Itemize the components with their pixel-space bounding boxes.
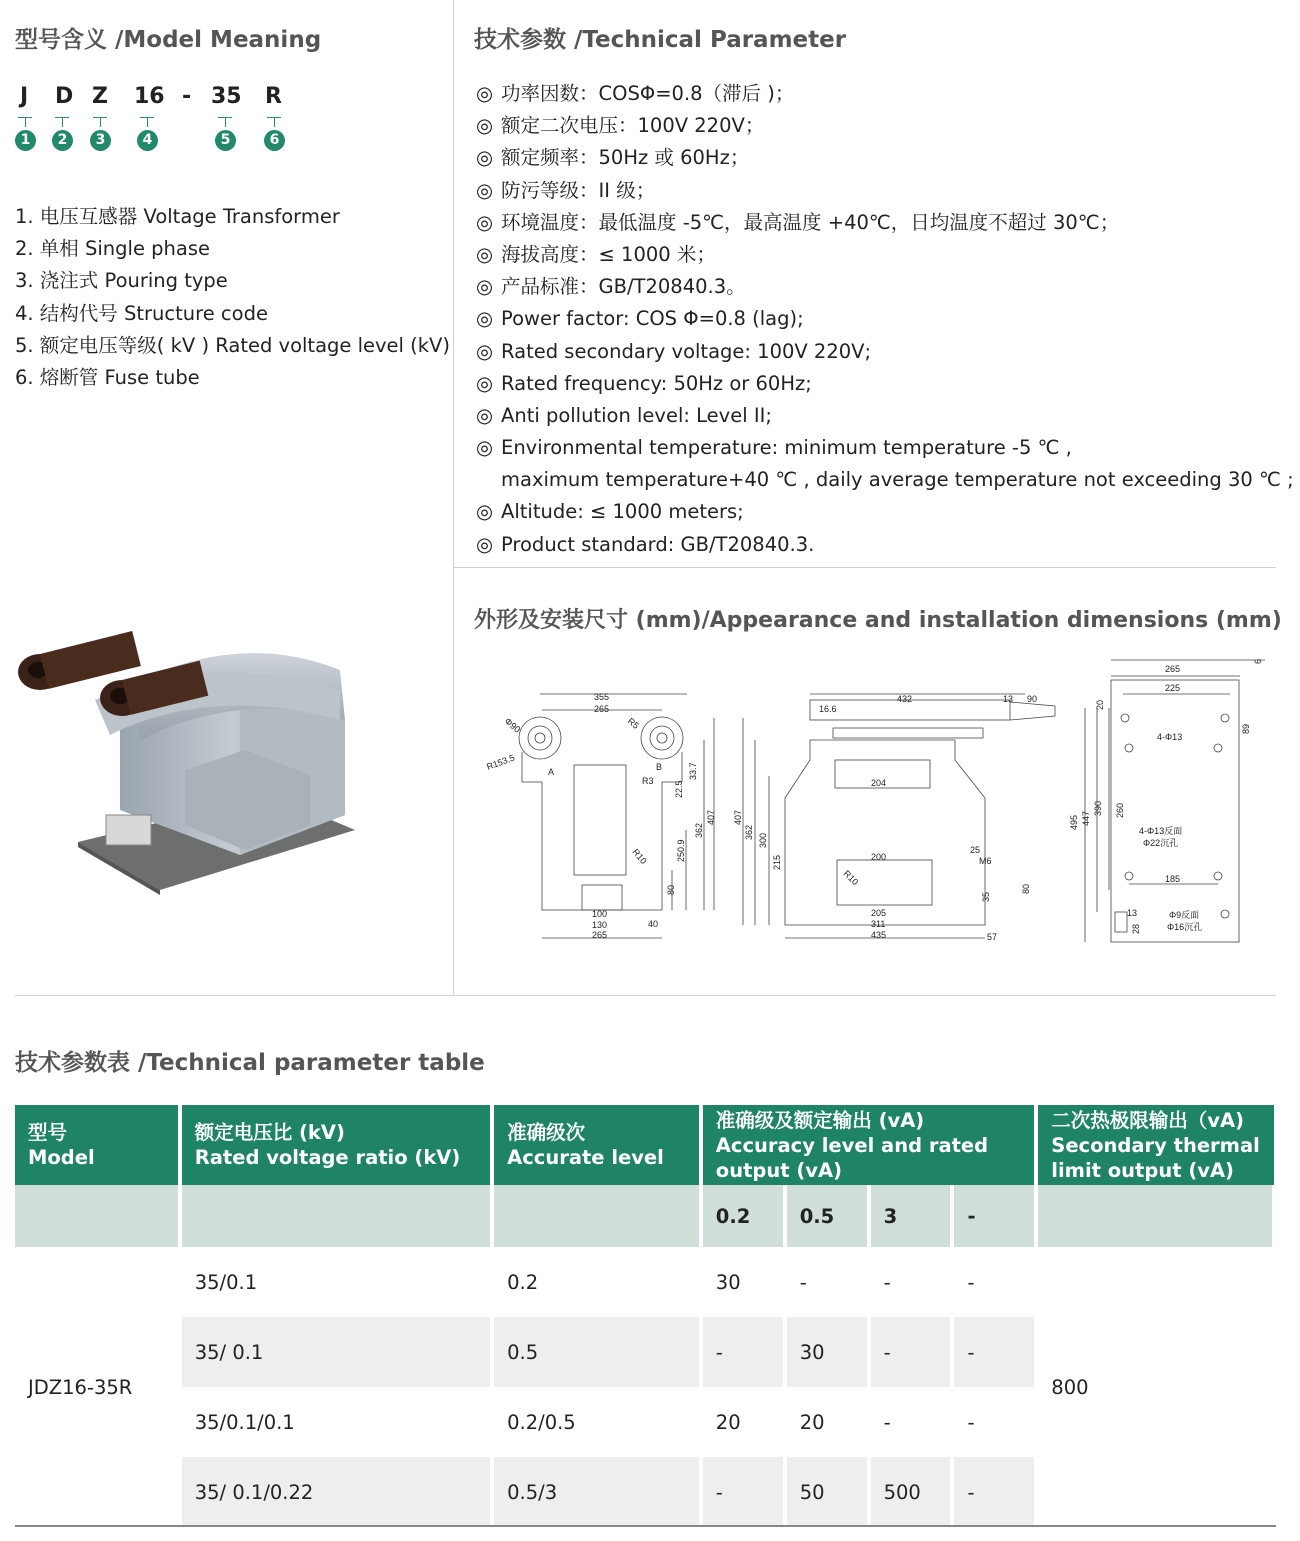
dim-label: 100 (592, 909, 608, 919)
subheader-cell: 0.5 (785, 1185, 869, 1247)
code-number-badge: 3 (90, 130, 111, 151)
dim-label: R10 (841, 868, 861, 888)
subheader-cell: 0.2 (701, 1185, 785, 1247)
code-letter-j: J (20, 84, 29, 109)
subheader-cell: 3 (869, 1185, 953, 1247)
front-view-drawing (725, 680, 1065, 945)
dim-label: 35 (981, 891, 991, 902)
table-bottom-rule (15, 1525, 1276, 1527)
list-item: ◎ Anti pollution level: Level II; (476, 402, 1294, 434)
list-item: 2. 单相 Single phase (15, 237, 210, 261)
output-cell: - (701, 1457, 785, 1527)
dim-label: R3 (642, 776, 654, 786)
output-cell: 20 (785, 1387, 869, 1457)
header-limit: 二次热极限输出（vA) Secondary thermal limit output (vA) (1036, 1105, 1274, 1185)
dim-label: 90 (1027, 694, 1038, 704)
code-connector (147, 117, 148, 127)
dim-label: 28 (1131, 923, 1141, 934)
list-item: ◎ Rated frequency: 50Hz or 60Hz; (476, 370, 1294, 402)
output-cell: 20 (701, 1387, 785, 1457)
output-cell: 30 (785, 1317, 869, 1387)
bullet-icon: ◎ (476, 307, 494, 331)
dim-label: 6 (1253, 658, 1263, 664)
section-divider (15, 995, 1276, 996)
dim-label: 57 (987, 932, 998, 942)
table-header-row (15, 1105, 1274, 1185)
dim-label: Φ22沉孔 (1143, 838, 1179, 848)
side-view-drawing (482, 680, 722, 945)
output-cell: - (785, 1247, 869, 1317)
list-item: ◎ 海拔高度：≤ 1000 米； (476, 241, 1294, 273)
list-item: ◎ 功率因数：COSΦ=0.8（滞后 )； (476, 80, 1294, 112)
bullet-icon: ◎ (476, 339, 494, 363)
dim-label: R153.5 (485, 752, 516, 772)
list-item: ◎ Power factor: COS Φ=0.8 (lag); (476, 305, 1294, 337)
level-cell: 0.5/3 (492, 1457, 701, 1527)
list-item: ◎ 额定二次电压：100V 220V； (476, 112, 1294, 144)
dim-label: Φ16沉孔 (1167, 922, 1203, 932)
code-letter-16: 16 (134, 84, 165, 109)
code-connector (274, 117, 275, 127)
dim-label: B (656, 762, 663, 772)
output-cell: 30 (701, 1247, 785, 1317)
ratio-cell: 35/0.1/0.1 (180, 1387, 492, 1457)
bullet-icon: ◎ (476, 242, 494, 266)
dim-label: 225 (1165, 683, 1181, 693)
dimensions-title: 外形及安装尺寸 (mm)/Appearance and installation dimensions (mm) (474, 608, 1282, 633)
output-cell: - (869, 1387, 953, 1457)
dim-label: 432 (897, 694, 913, 704)
list-item: ◎ Environmental temperature: minimum temperature -5 ℃ , (476, 434, 1294, 466)
dim-label: 250.9 (676, 839, 686, 862)
dim-label: 185 (1165, 874, 1181, 884)
bullet-icon: ◎ (476, 371, 494, 395)
level-cell: 0.5 (492, 1317, 701, 1387)
dim-label: 311 (871, 919, 886, 929)
dim-label: 13 (1127, 908, 1138, 918)
technical-parameter-table (15, 1105, 1276, 1527)
bullet-icon: ◎ (476, 436, 494, 460)
code-number-badge: 2 (52, 130, 73, 151)
list-item: ◎ 环境温度：最低温度 -5℃，最高温度 +40℃，日均温度不超过 30℃； (476, 209, 1294, 241)
output-cell: - (701, 1317, 785, 1387)
dim-label: 89 (1241, 723, 1251, 734)
code-number-badge: 6 (264, 130, 285, 151)
section-divider-right (453, 567, 1276, 568)
bullet-icon: ◎ (476, 532, 494, 556)
dim-label: 390 (1093, 800, 1103, 816)
subheader-cell: - (952, 1185, 1036, 1247)
dim-label: 260 (1115, 802, 1125, 818)
output-cell: 500 (869, 1457, 953, 1527)
bullet-icon: ◎ (476, 210, 494, 234)
code-number-badge: 1 (15, 130, 36, 151)
dim-label: A (548, 767, 555, 777)
bullet-icon: ◎ (476, 82, 494, 105)
dim-label: 300 (758, 832, 768, 848)
table-subheader-row (15, 1185, 1274, 1247)
dim-label: 435 (871, 930, 887, 940)
bullet-icon: ◎ (476, 275, 494, 299)
list-item: 6. 熔断管 Fuse tube (15, 365, 200, 389)
output-cell: 50 (785, 1457, 869, 1527)
dim-label: Φ90 (502, 715, 523, 735)
header-accuracy: 准确级次 Accurate level (492, 1105, 701, 1185)
transformer-product-image (10, 610, 360, 900)
dim-label: M6 (979, 856, 992, 866)
dim-label: 40 (648, 919, 659, 929)
ratio-cell: 35/ 0.1/0.22 (180, 1457, 492, 1527)
list-item: 3. 浇注式 Pouring type (15, 269, 228, 293)
model-meaning-title: 型号含义 /Model Meaning (15, 27, 322, 53)
dim-label: 4-Φ13 (1157, 732, 1183, 742)
code-connector (100, 117, 101, 127)
ratio-cell: 35/0.1 (180, 1247, 492, 1317)
output-cell: - (952, 1387, 1036, 1457)
dim-label: 407 (733, 809, 743, 825)
dim-label: 22.5 (674, 780, 684, 798)
dim-label: 407 (706, 809, 716, 825)
code-connector (225, 117, 226, 127)
output-cell: - (952, 1317, 1036, 1387)
dim-label: 80 (1021, 883, 1031, 894)
bottom-view-drawing (1065, 650, 1285, 945)
header-model: 型号 Model (15, 1105, 180, 1185)
technical-parameter-list (476, 80, 1294, 563)
dim-label: 16.6 (819, 704, 837, 714)
list-item: ◎ 防污等级：II 级； (476, 177, 1294, 209)
limit-cell: 800 (1036, 1247, 1274, 1527)
model-cell: JDZ16-35R (15, 1247, 180, 1527)
list-item: ◎ Rated secondary voltage: 100V 220V; (476, 338, 1294, 370)
dim-label: R10 (630, 846, 649, 866)
dim-label: 355 (594, 692, 610, 702)
list-item: ◎ Altitude: ≤ 1000 meters; (476, 498, 1294, 530)
code-letter-z: Z (92, 84, 108, 109)
dim-label: R5 (625, 715, 641, 731)
dim-label: 130 (592, 920, 608, 930)
dim-label: 215 (772, 854, 782, 870)
level-cell: 0.2 (492, 1247, 701, 1317)
dim-label: 205 (871, 908, 887, 918)
code-connector (25, 117, 26, 127)
bullet-icon: ◎ (476, 178, 494, 202)
list-item: 5. 额定电压等级( kV ) Rated voltage level (kV) (15, 333, 451, 357)
output-cell: - (952, 1247, 1036, 1317)
dim-label: 13 (1003, 694, 1014, 704)
dim-label: 362 (744, 824, 754, 840)
bullet-icon: ◎ (476, 403, 494, 427)
code-number-badge: 5 (215, 130, 236, 151)
dim-label: 80 (666, 884, 676, 895)
dim-label: Φ9反面 (1169, 910, 1200, 920)
bullet-icon: ◎ (476, 114, 494, 138)
code-letter-r: R (265, 84, 282, 109)
technical-parameter-title: 技术参数 /Technical Parameter (474, 27, 847, 53)
header-output: 准确级及额定输出 (vA) Accuracy level and rated output (vA) (701, 1105, 1036, 1185)
ratio-cell: 35/ 0.1 (180, 1317, 492, 1387)
bullet-icon: ◎ (476, 500, 494, 524)
output-cell: - (952, 1457, 1036, 1527)
dim-label: 200 (871, 852, 887, 862)
output-cell: - (869, 1247, 953, 1317)
table-row (15, 1247, 1274, 1317)
list-item: 1. 电压互感器 Voltage Transformer (15, 205, 340, 228)
column-divider (453, 0, 454, 995)
code-connector (62, 117, 63, 127)
dim-label: 25 (970, 845, 981, 855)
code-letter-35: 35 (211, 84, 242, 109)
header-ratio: 额定电压比 (kV) Rated voltage ratio (kV) (180, 1105, 492, 1185)
dim-label: 4-Φ13反面 (1139, 826, 1183, 836)
dim-label: 447 (1081, 810, 1091, 826)
list-item: ◎ 额定频率：50Hz 或 60Hz； (476, 144, 1294, 176)
dim-label: 33.7 (688, 762, 698, 780)
dim-label: 265 (592, 930, 608, 940)
list-item: 4. 结构代号 Structure code (15, 301, 268, 325)
level-cell: 0.2/0.5 (492, 1387, 701, 1457)
dim-label: 362 (694, 822, 704, 838)
dim-label: 495 (1069, 814, 1079, 830)
dim-label: 265 (594, 704, 610, 714)
dim-label: 265 (1165, 664, 1181, 674)
list-item: ◎ 产品标准：GB/T20840.3。 (476, 273, 1294, 305)
parameter-table-title: 技术参数表 /Technical parameter table (15, 1050, 485, 1076)
list-item-continuation: maximum temperature+40 ℃ , daily average temperature not exceeding 30 ℃ ; (501, 468, 1294, 492)
dim-label: 204 (871, 778, 887, 788)
list-item: ◎ Product standard: GB/T20840.3. (476, 531, 1294, 563)
bullet-icon: ◎ (476, 146, 494, 170)
dim-label: 20 (1095, 699, 1105, 710)
output-cell: - (869, 1317, 953, 1387)
code-letter-d: D (55, 84, 74, 109)
model-meaning-list (15, 203, 450, 396)
code-number-badge: 4 (137, 130, 158, 151)
code-dash: - (182, 84, 192, 109)
